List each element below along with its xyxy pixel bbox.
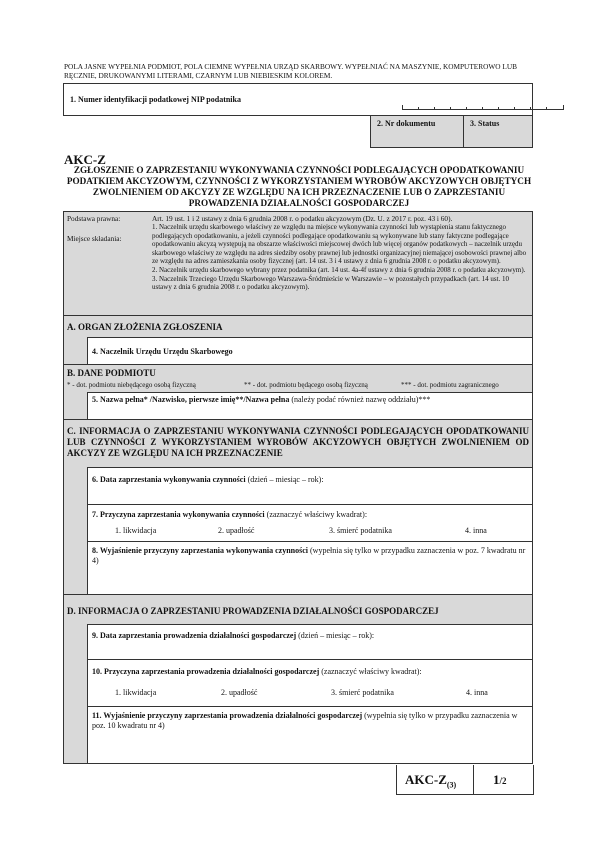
field-10-reason[interactable] (87, 659, 533, 707)
field-6-label-main: 6. Data zaprzestania wykonywania czynności (92, 475, 246, 484)
field-8-explanation[interactable] (87, 541, 533, 595)
field-6-label-note: (dzień – miesiąc – rok): (245, 475, 324, 484)
doc-number-field (370, 116, 464, 148)
field-7-reason[interactable] (87, 504, 533, 542)
footer-page-total: /2 (499, 776, 507, 786)
field-11-explanation[interactable] (87, 706, 533, 764)
footer-page: 1 (493, 772, 500, 787)
field-9-label-main: 9. Data zaprzestania prowadzenia działalności gospodarczej (92, 631, 297, 640)
field-8-label (92, 546, 528, 566)
footer-version: (3) (446, 780, 457, 790)
section-c-gutter (63, 467, 87, 595)
field-10-label-main: 10. Przyczyna zaprzestania prowadzenia działalności gospodarczej (92, 667, 320, 676)
submission-place-p3: 3. Naczelnik Trzeciego Urzędu Skarbowego Warszawa-Śródmieście w Warszawie – w pozostałych przypadkach (art. 14 ust. 10 ustawy z dnia 6 grudnia 2008 r. o podatku akcyzowym). (152, 274, 510, 292)
nip-section (63, 83, 533, 116)
field-9-date[interactable] (87, 624, 533, 660)
section-a-gutter (63, 337, 87, 365)
form-title: ZGŁOSZENIE O ZAPRZESTANIU WYKONYWANIA CZYNNOŚCI PODLEGAJĄCYCH OPODATKOWANIU PODATKIEM AKCYZOWYM, CZYNNOŚCI Z WYKORZYSTANIEM WYROBÓW AKCYZOWYCH OBJĘTYCH ZWOLNIENIEM OD AKCYZY ZE WZGLĘDU NA ICH PRZEZNACZENIE LUB O ZAPRZESTANIU PROWADZENIA DZIAŁALNOŚCI GOSPODARCZEJ (66, 165, 532, 208)
form-code: AKC-Z (64, 152, 106, 167)
submission-place-text (152, 223, 530, 292)
footer-page-number (493, 772, 507, 788)
field-7-label (92, 510, 367, 520)
section-b-title: B. DANE PODMIOTU (67, 368, 156, 378)
section-d-gutter (63, 624, 87, 764)
field-10-label (92, 667, 422, 677)
field-11-label-main: 11. Wyjaśnienie przyczyny zaprzestania prowadzenia działalności gospodarczej (92, 711, 363, 720)
footer-form-code-box (396, 765, 534, 795)
field-10-option-3[interactable]: 3. śmierć podatnika (331, 688, 394, 697)
section-a-title: A. ORGAN ZŁOŻENIA ZGŁOSZENIA (67, 322, 223, 332)
field-9-label (92, 631, 374, 641)
field-10-option-4[interactable]: 4. inna (466, 688, 488, 697)
field-5-label-note: (należy podać również nazwę oddziału)*** (289, 395, 431, 404)
field-5-label (92, 395, 528, 405)
section-b-header (63, 365, 533, 393)
submission-place-p2: 2. Naczelnik urzędu skarbowego wybrany przez podatnika (art. 14 ust. 4a-4f ustawy z dnia 6 grudnia 2008 r. o podatku akcyzowym). (152, 265, 526, 274)
field-7-option-2[interactable]: 2. upadłość (218, 526, 255, 535)
section-b-gutter (63, 392, 87, 420)
section-a-header (63, 316, 533, 338)
status-field (463, 116, 533, 148)
field-7-option-4[interactable]: 4. inna (465, 526, 487, 535)
field-4-tax-office[interactable] (87, 337, 533, 365)
field-10-option-1[interactable]: 1. likwidacja (115, 688, 157, 697)
status-label: 3. Status (470, 119, 500, 128)
section-d-title: D. INFORMACJA O ZAPRZESTANIU PROWADZENIA DZIAŁALNOŚCI GOSPODARCZEJ (67, 606, 439, 616)
field-7-option-3[interactable]: 3. śmierć podatnika (329, 526, 392, 535)
field-5-full-name[interactable] (87, 392, 533, 420)
field-8-label-note: (wypełnia się tylko w przypadku zaznaczenia w poz. 7 kwadratu nr 4) (92, 546, 526, 565)
field-11-label-note: (wypełnia się tylko w przypadku zaznaczenia w poz. 10 kwadratu nr 4) (92, 711, 518, 730)
legal-basis-label: Podstawa prawna: (67, 214, 121, 223)
field-4-label: 4. Naczelnik Urzędu Urzędu Skarbowego (92, 347, 233, 356)
field-10-option-2[interactable]: 2. upadłość (221, 688, 258, 697)
form-instruction: POLA JASNE WYPEŁNIA PODMIOT, POLA CIEMNE WYPEŁNIA URZĄD SKARBOWY. WYPEŁNIAĆ NA MASZYNIE, KOMPUTEROWO LUB RĘCZNIE, DRUKOWANYMI LITERAMI, CZARNYM LUB NIEBIESKIM KOLOREM. (64, 62, 517, 80)
field-10-label-note: (zaznaczyć właściwy kwadrat): (319, 667, 422, 676)
field-6-date[interactable] (87, 467, 533, 505)
field-7-label-main: 7. Przyczyna zaprzestania wykonywania czynności (92, 510, 265, 519)
section-c-title: C. INFORMACJA O ZAPRZESTANIU WYKONYWANIA CZYNNOŚCI PODLEGAJĄCYCH OPODATKOWANIU LUB CZYNNOŚCI Z WYKORZYSTANIEM WYROBÓW AKCYZOWYCH OBJĘTYCH ZWOLNIENIEM OD AKCYZY ZE WZGLĘDU NA ICH PRZEZNACZENIE (67, 426, 529, 458)
nip-ticks (402, 100, 564, 110)
field-9-label-note: (dzień – miesiąc – rok): (296, 631, 375, 640)
field-8-label-main: 8. Wyjaśnienie przyczyny zaprzestania wykonywania czynności (92, 546, 308, 555)
submission-place-p1: 1. Naczelnik urzędu skarbowego właściwy ze względu na miejsce wykonywania czynności lub wystąpienia stanu faktycznego podlegających opodatkowaniu, a jeżeli czynności podlegające opodatkowaniu są wykonywane lub stany faktyczne podlegające opodatkowaniu akcyzą występują na obszarze właściwości miejscowej dwóch lub więcej organów podatkowych – naczelnik urzędu skarbowego właściwy ze względu na adres siedziby osoby prawnej lub jednostki organizacyjnej niemającej osobowości prawnej albo ze względu na adres zamieszkania osoby fizycznej (art. 14 ust. 3 i 4 ustawy z dnia 6 grudnia 2008 r. o podatku akcyzowym). (152, 223, 527, 266)
field-5-label-main: 5. Nazwa pełna* /Nazwisko, pierwsze imię**/Nazwa pełna (92, 395, 290, 404)
section-c-header (63, 420, 533, 468)
legal-basis-block (63, 211, 533, 316)
field-11-label (92, 711, 528, 731)
footer-form-code (405, 772, 456, 790)
section-b-legend-2: ** - dot. podmiotu będącego osobą fizyczną (244, 381, 368, 389)
field-6-label (92, 475, 324, 485)
doc-number-label: 2. Nr dokumentu (377, 119, 436, 128)
footer-code-text: AKC-Z (405, 772, 447, 787)
section-d-header (63, 595, 533, 625)
field-7-option-1[interactable]: 1. likwidacja (115, 526, 157, 535)
nip-label: 1. Numer identyfikacji podatkowej NIP podatnika (70, 95, 241, 104)
field-7-label-note: (zaznaczyć właściwy kwadrat): (264, 510, 368, 519)
nip-field[interactable] (64, 84, 532, 115)
section-b-legend-1: * - dot. podmiotu niebędącego osobą fizyczną (67, 381, 196, 389)
nip-digit-cells[interactable] (402, 100, 564, 110)
legal-basis-text: Art. 19 ust. 1 i 2 ustawy z dnia 6 grudnia 2008 r. o podatku akcyzowym (Dz. U. z 2017 r. poz. 43 i 60). (152, 214, 453, 223)
footer-divider (473, 765, 474, 795)
section-b-legend-3: *** - dot. podmiotu zagranicznego (401, 381, 499, 389)
submission-place-label: Miejsce składania: (67, 234, 122, 243)
